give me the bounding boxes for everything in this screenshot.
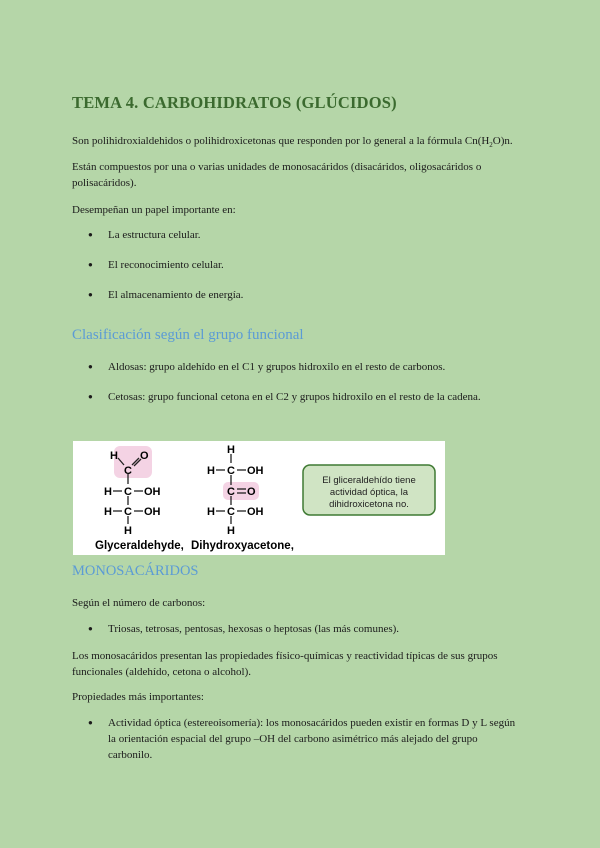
list-item: ● La estructura celular. (88, 227, 243, 243)
note-line: El gliceraldehído tiene (322, 475, 416, 486)
list-item: ● Aldosas: grupo aldehído en el C1 y grupos hidroxilo en el resto de carbonos. (88, 359, 518, 375)
molecule-figure (73, 441, 445, 555)
atom-oh: OH (144, 506, 161, 518)
atom-o: O (247, 486, 256, 498)
atom-oh: OH (247, 465, 264, 477)
atom-c: C (124, 506, 132, 518)
formula-text-end: O)n. (492, 135, 513, 147)
glyceraldehyde-label: Glyceraldehyde, (95, 540, 184, 552)
intro-paragraph-formula (72, 133, 532, 153)
formula-text-start: Son polihidroxialdehidos o polihidroxicetonas que responden por lo general a la fórmula Cn(H (72, 135, 490, 147)
intro-paragraph-composition: Están compuestos por una o varias unidades de monosacáridos (disacáridos, oligosacáridos o polisacáridos). (72, 161, 482, 189)
atom-c: C (124, 465, 132, 477)
roles-list (88, 227, 243, 303)
atom-c: C (227, 486, 235, 498)
intro-paragraph-roles: Desempeñan un papel importante en: (72, 204, 236, 216)
atom-c: C (124, 486, 132, 498)
formula-subscript: 2 (489, 141, 493, 150)
atom-h: H (110, 450, 118, 462)
classification-list (88, 359, 518, 405)
list-item: ● Triosas, tetrosas, pentosas, hexosas o heptosas (las más comunes). (88, 621, 528, 637)
atom-h: H (227, 444, 235, 456)
section-heading-monosaccharides: MONOSACÁRIDOS (72, 563, 199, 579)
types-list (88, 621, 528, 637)
list-item: ● El reconocimiento celular. (88, 257, 243, 273)
atom-h: H (124, 525, 132, 537)
note-line: dihidroxicetona no. (329, 499, 409, 510)
properties-list (88, 715, 520, 763)
page-title: TEMA 4. CARBOHIDRATOS (GLÚCIDOS) (72, 93, 397, 112)
list-item: ● El almacenamiento de energía. (88, 287, 243, 303)
atom-h: H (207, 465, 215, 477)
atom-c: C (227, 465, 235, 477)
list-item: ● Actividad óptica (estereoisomería): los monosacáridos pueden existir en formas D y L según la orientación espacial del grupo –OH del carbono asimétrico más alejado del grupo carbonilo. (88, 715, 520, 763)
carbon-count-intro: Según el número de carbonos: (72, 597, 206, 609)
atom-h: H (104, 486, 112, 498)
atom-h: H (207, 506, 215, 518)
section-heading-classification: Clasificación según el grupo funcional (72, 327, 304, 343)
atom-oh: OH (247, 506, 264, 518)
dihydroxyacetone-label: Dihydroxyacetone, (191, 540, 294, 552)
note-line: actividad óptica, la (329, 487, 409, 498)
atom-c: C (227, 506, 235, 518)
atom-h: H (104, 506, 112, 518)
atom-oh: OH (144, 486, 161, 498)
properties-paragraph: Los monosacáridos presentan las propiedades físico-químicas y reactividad típicas de sus grupos funcionales (aldehído, cetona o alcohol). (72, 650, 498, 678)
properties-intro: Propiedades más importantes: (72, 691, 204, 703)
atom-o: O (140, 450, 149, 462)
list-item: ● Cetosas: grupo funcional cetona en el C2 y grupos hidroxilo en el resto de la cadena. (88, 389, 518, 405)
atom-h: H (227, 525, 235, 537)
